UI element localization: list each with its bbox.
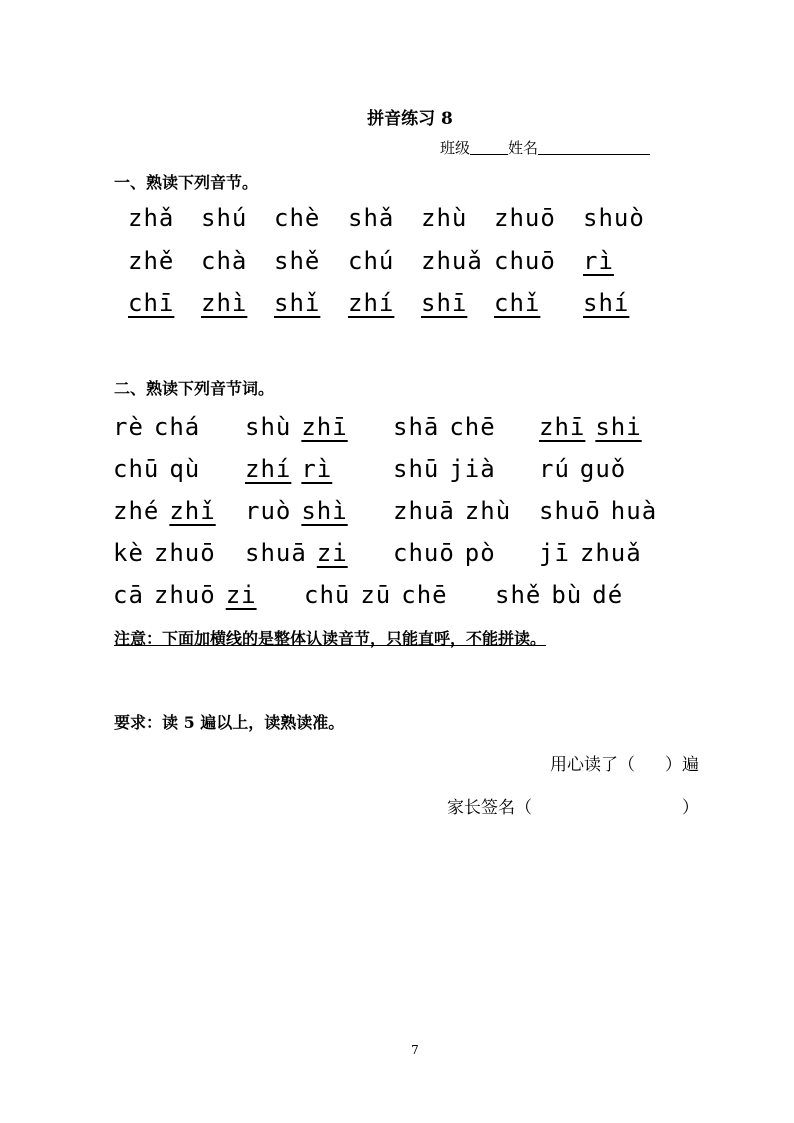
syllable-word — [113, 413, 210, 441]
word-syllable: chū — [304, 581, 351, 609]
syllable-word — [113, 539, 226, 567]
requirement-text: 要求：读 5 遍以上，读熟读准。 — [114, 713, 345, 732]
word-syllable: qù — [169, 455, 201, 483]
word-syllable: zhuǎ — [579, 539, 642, 567]
word-syllable: ruò — [245, 497, 292, 525]
syllable: zhǎ — [128, 204, 175, 232]
word-syllable: chá — [153, 413, 201, 441]
syllable: zhù — [421, 204, 468, 232]
word-syllable: zhí — [245, 455, 292, 483]
parent-sign-prefix: 家长签名（ — [447, 798, 532, 818]
read-times-prefix: 用心读了（ — [550, 755, 635, 775]
syllable: shī — [421, 289, 468, 317]
word-syllable: zhī — [539, 413, 586, 441]
syllable: shǐ — [274, 289, 321, 317]
syllable: shú — [201, 204, 248, 232]
syllable-word — [539, 413, 652, 441]
word-syllable: shě — [495, 581, 542, 609]
syllable-word — [245, 413, 358, 441]
word-syllable: jià — [449, 455, 496, 483]
syllable: shuò — [583, 204, 645, 232]
syllable: chè — [274, 204, 321, 232]
syllable: zhuō — [494, 204, 556, 232]
word-syllable: rì — [301, 455, 333, 483]
name-label: 姓名 — [508, 139, 539, 157]
word-syllable: zhù — [464, 497, 512, 525]
syllable-word — [393, 539, 506, 567]
word-syllable: shi — [595, 413, 642, 441]
word-syllable: dé — [592, 581, 624, 609]
word-syllable: zhuō — [153, 539, 216, 567]
read-times-suffix: ）遍 — [665, 755, 699, 775]
syllable-word — [495, 581, 633, 609]
word-syllable: zhuā — [393, 497, 455, 525]
class-blank[interactable] — [470, 139, 508, 155]
word-syllable: guǒ — [579, 455, 627, 483]
word-syllable: zhǐ — [169, 497, 216, 525]
syllable-word — [393, 455, 506, 483]
syllable-word — [393, 413, 506, 441]
syllable-word — [113, 581, 267, 609]
syllable: shí — [583, 289, 630, 317]
parent-sign-suffix: ） — [682, 798, 699, 818]
word-syllable: kè — [113, 539, 144, 567]
syllable-word — [393, 497, 521, 525]
word-syllable: zi — [225, 581, 257, 609]
word-syllable: chē — [449, 413, 496, 441]
syllable: chà — [201, 247, 248, 275]
word-syllable: zhé — [113, 497, 160, 525]
syllable: shǎ — [348, 204, 395, 232]
word-syllable: chū — [113, 455, 160, 483]
word-syllable: chē — [401, 581, 448, 609]
word-syllable: zū — [360, 581, 392, 609]
word-syllable: bù — [551, 581, 583, 609]
word-syllable: zhuō — [153, 581, 216, 609]
page-number: 7 — [411, 1043, 419, 1057]
word-syllable: shì — [301, 497, 348, 525]
read-times-line — [550, 750, 699, 775]
syllable: shě — [274, 247, 321, 275]
syllable: chú — [348, 247, 395, 275]
syllable: zhě — [128, 247, 175, 275]
word-syllable: shù — [245, 413, 292, 441]
word-syllable: huà — [610, 497, 658, 525]
word-syllable: rè — [113, 413, 144, 441]
syllable-word — [539, 497, 667, 525]
syllable: chuō — [494, 247, 556, 275]
syllable-word — [245, 455, 342, 483]
syllable-word — [245, 497, 358, 525]
parent-sign-line — [447, 793, 699, 818]
word-syllable: rú — [539, 455, 570, 483]
word-syllable: shuō — [539, 497, 601, 525]
syllable-word — [245, 539, 358, 567]
syllable: zhuǎ — [421, 247, 483, 275]
syllable-word — [113, 497, 226, 525]
word-syllable: shuā — [245, 539, 307, 567]
word-syllable: pò — [464, 539, 496, 567]
word-syllable: cā — [113, 581, 144, 609]
name-blank[interactable] — [538, 139, 650, 155]
section1-heading: 一、熟读下列音节。 — [114, 173, 259, 192]
syllable: chī — [128, 289, 175, 317]
syllable-word — [539, 455, 636, 483]
word-syllable: jī — [539, 539, 570, 567]
note-text: 注意：下面加横线的是整体认读音节，只能直呼，不能拼读。 — [114, 629, 547, 648]
word-syllable: shū — [393, 455, 440, 483]
word-syllable: chuō — [393, 539, 455, 567]
class-label: 班级 — [440, 139, 471, 157]
class-name-line — [440, 137, 650, 158]
section2-heading: 二、熟读下列音节词。 — [114, 379, 275, 398]
syllable: zhí — [348, 289, 395, 317]
syllable-word — [304, 581, 458, 609]
word-syllable: shā — [393, 413, 440, 441]
syllable: zhì — [201, 289, 248, 317]
syllable: rì — [583, 247, 614, 275]
syllable-word — [113, 455, 210, 483]
page-title: 拼音练习 8 — [367, 109, 453, 129]
syllable-word — [539, 539, 652, 567]
word-syllable: zhī — [301, 413, 348, 441]
syllable: chǐ — [494, 289, 541, 317]
word-syllable: zi — [316, 539, 348, 567]
